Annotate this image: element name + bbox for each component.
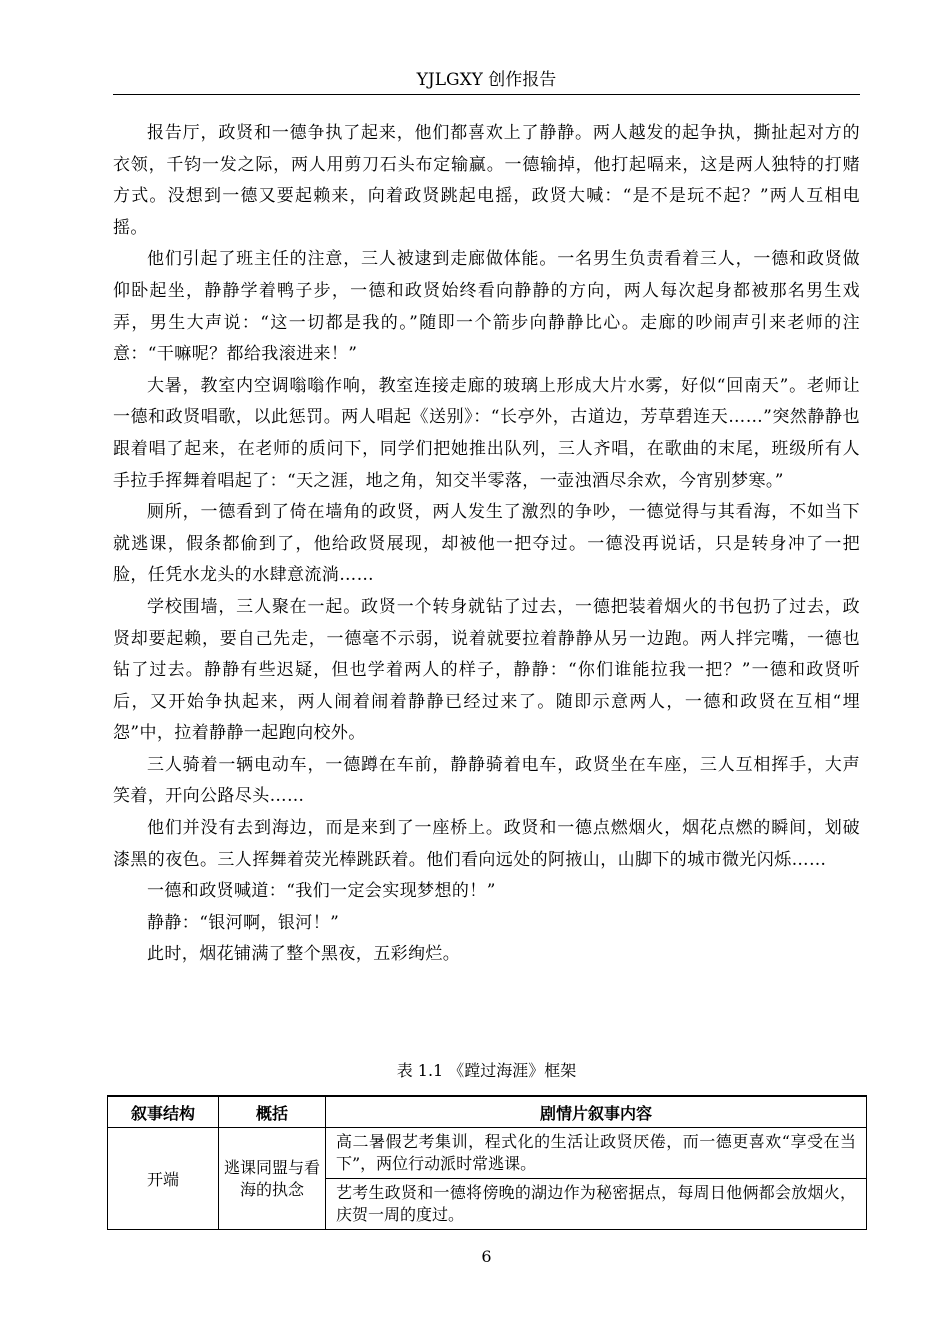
paragraph: 学校围墙，三人聚在一起。政贤一个转身就钻了过去，一德把装着烟火的书包扔了过去，政贤却要起赖，要自己先走，一德毫不示弱，说着就要拉着静静从另一边跑。两人拌完嘴，一德也钻了过去。静静有些迟疑，但也学着两人的样子，静静：“你们谁能拉我一把？”一德和政贤听后，又开始争执起来，两人闹着闹着静静已经过来了。随即示意两人，一德和政贤在互相“埋怨”中，拉着静静一起跑向校外。 — [113, 596, 860, 744]
cell-summary: 逃课同盟与看海的执念 — [219, 1128, 326, 1230]
table-row — [108, 1128, 867, 1179]
header-structure: 叙事结构 — [108, 1096, 219, 1128]
paragraph: 三人骑着一辆电动车，一德蹲在车前，静静骑着电车，政贤坐在车座，三人互相挥手，大声笑着，开向公路尽头…… — [113, 754, 860, 807]
table-caption: 表 1.1 《蹚过海涯》框架 — [396, 1061, 577, 1080]
cell-content: 艺考生政贤和一德将傍晚的湖边作为秘密据点，每周日他俩都会放烟火，庆贺一周的度过。 — [326, 1179, 867, 1230]
paragraph: 此时，烟花铺满了整个黑夜，五彩绚烂。 — [147, 944, 461, 965]
framework-table — [107, 1095, 867, 1230]
cell-content: 高二暑假艺考集训，程式化的生活让政贤厌倦，而一德更喜欢“享受在当下”，两位行动派时常逃课。 — [326, 1128, 867, 1179]
paragraph: 厕所，一德看到了倚在墙角的政贤，两人发生了激烈的争吵，一德觉得与其看海，不如当下就逃课，假条都偷到了，他给政贤展现，却被他一把夺过。一德没再说话，只是转身冲了一把脸，任凭水龙头的水肆意流淌…… — [113, 502, 860, 586]
header-summary: 概括 — [219, 1096, 326, 1128]
paragraph: 大暑，教室内空调嗡嗡作响，教室连接走廊的玻璃上形成大片水雾，好似“回南天”。老师让一德和政贤唱歌，以此惩罚。两人唱起《送别》：“长亭外，古道边，芳草碧连天……”突然静静也跟着唱了起来，在老师的质问下，同学们把她推出队列，三人齐唱，在歌曲的末尾，班级所有人手拉手挥舞着唱起了：“天之涯，地之角，知交半零落，一壶浊酒尽余欢，今宵别梦寒。” — [113, 375, 860, 491]
paragraph: 他们并没有去到海边，而是来到了一座桥上。政贤和一德点燃烟火，烟花点燃的瞬间，划破漆黑的夜色。三人挥舞着荧光棒跳跃着。他们看向远处的阿掖山，山脚下的城市微光闪烁…… — [113, 818, 860, 870]
paragraph: 他们引起了班主任的注意，三人被逮到走廊做体能。一名男生负责看着三人，一德和政贤做仰卧起坐，静静学着鸭子步，一德和政贤始终看向静静的方向，两人每次起身都被那名男生戏弄，男生大声说：“这一切都是我的。”随即一个箭步向静静比心。走廊的吵闹声引来老师的注意：“干嘛呢？都给我滚进来！” — [113, 249, 860, 365]
paragraph: 静静：“银河啊，银河！” — [147, 912, 340, 933]
paragraph: 报告厅，政贤和一德争执了起来，他们都喜欢上了静静。两人越发的起争执，撕扯起对方的衣领，千钧一发之际，两人用剪刀石头布定输赢。一德输掉，他打起嗝来，这是两人独特的打赌方式。没想到一德又要起赖来，向着政贤跳起电摇，政贤大喊：“是不是玩不起？”两人互相电摇。 — [113, 123, 860, 238]
page-number: 6 — [481, 1247, 492, 1266]
page-header — [113, 66, 860, 95]
header-title: YJLGXY 创作报告 — [416, 70, 557, 90]
body-text — [113, 118, 860, 971]
header-content: 剧情片叙事内容 — [326, 1096, 867, 1128]
cell-structure: 开端 — [108, 1128, 219, 1230]
table-header-row — [108, 1096, 867, 1128]
paragraph: 一德和政贤喊道：“我们一定会实现梦想的！” — [147, 881, 496, 902]
